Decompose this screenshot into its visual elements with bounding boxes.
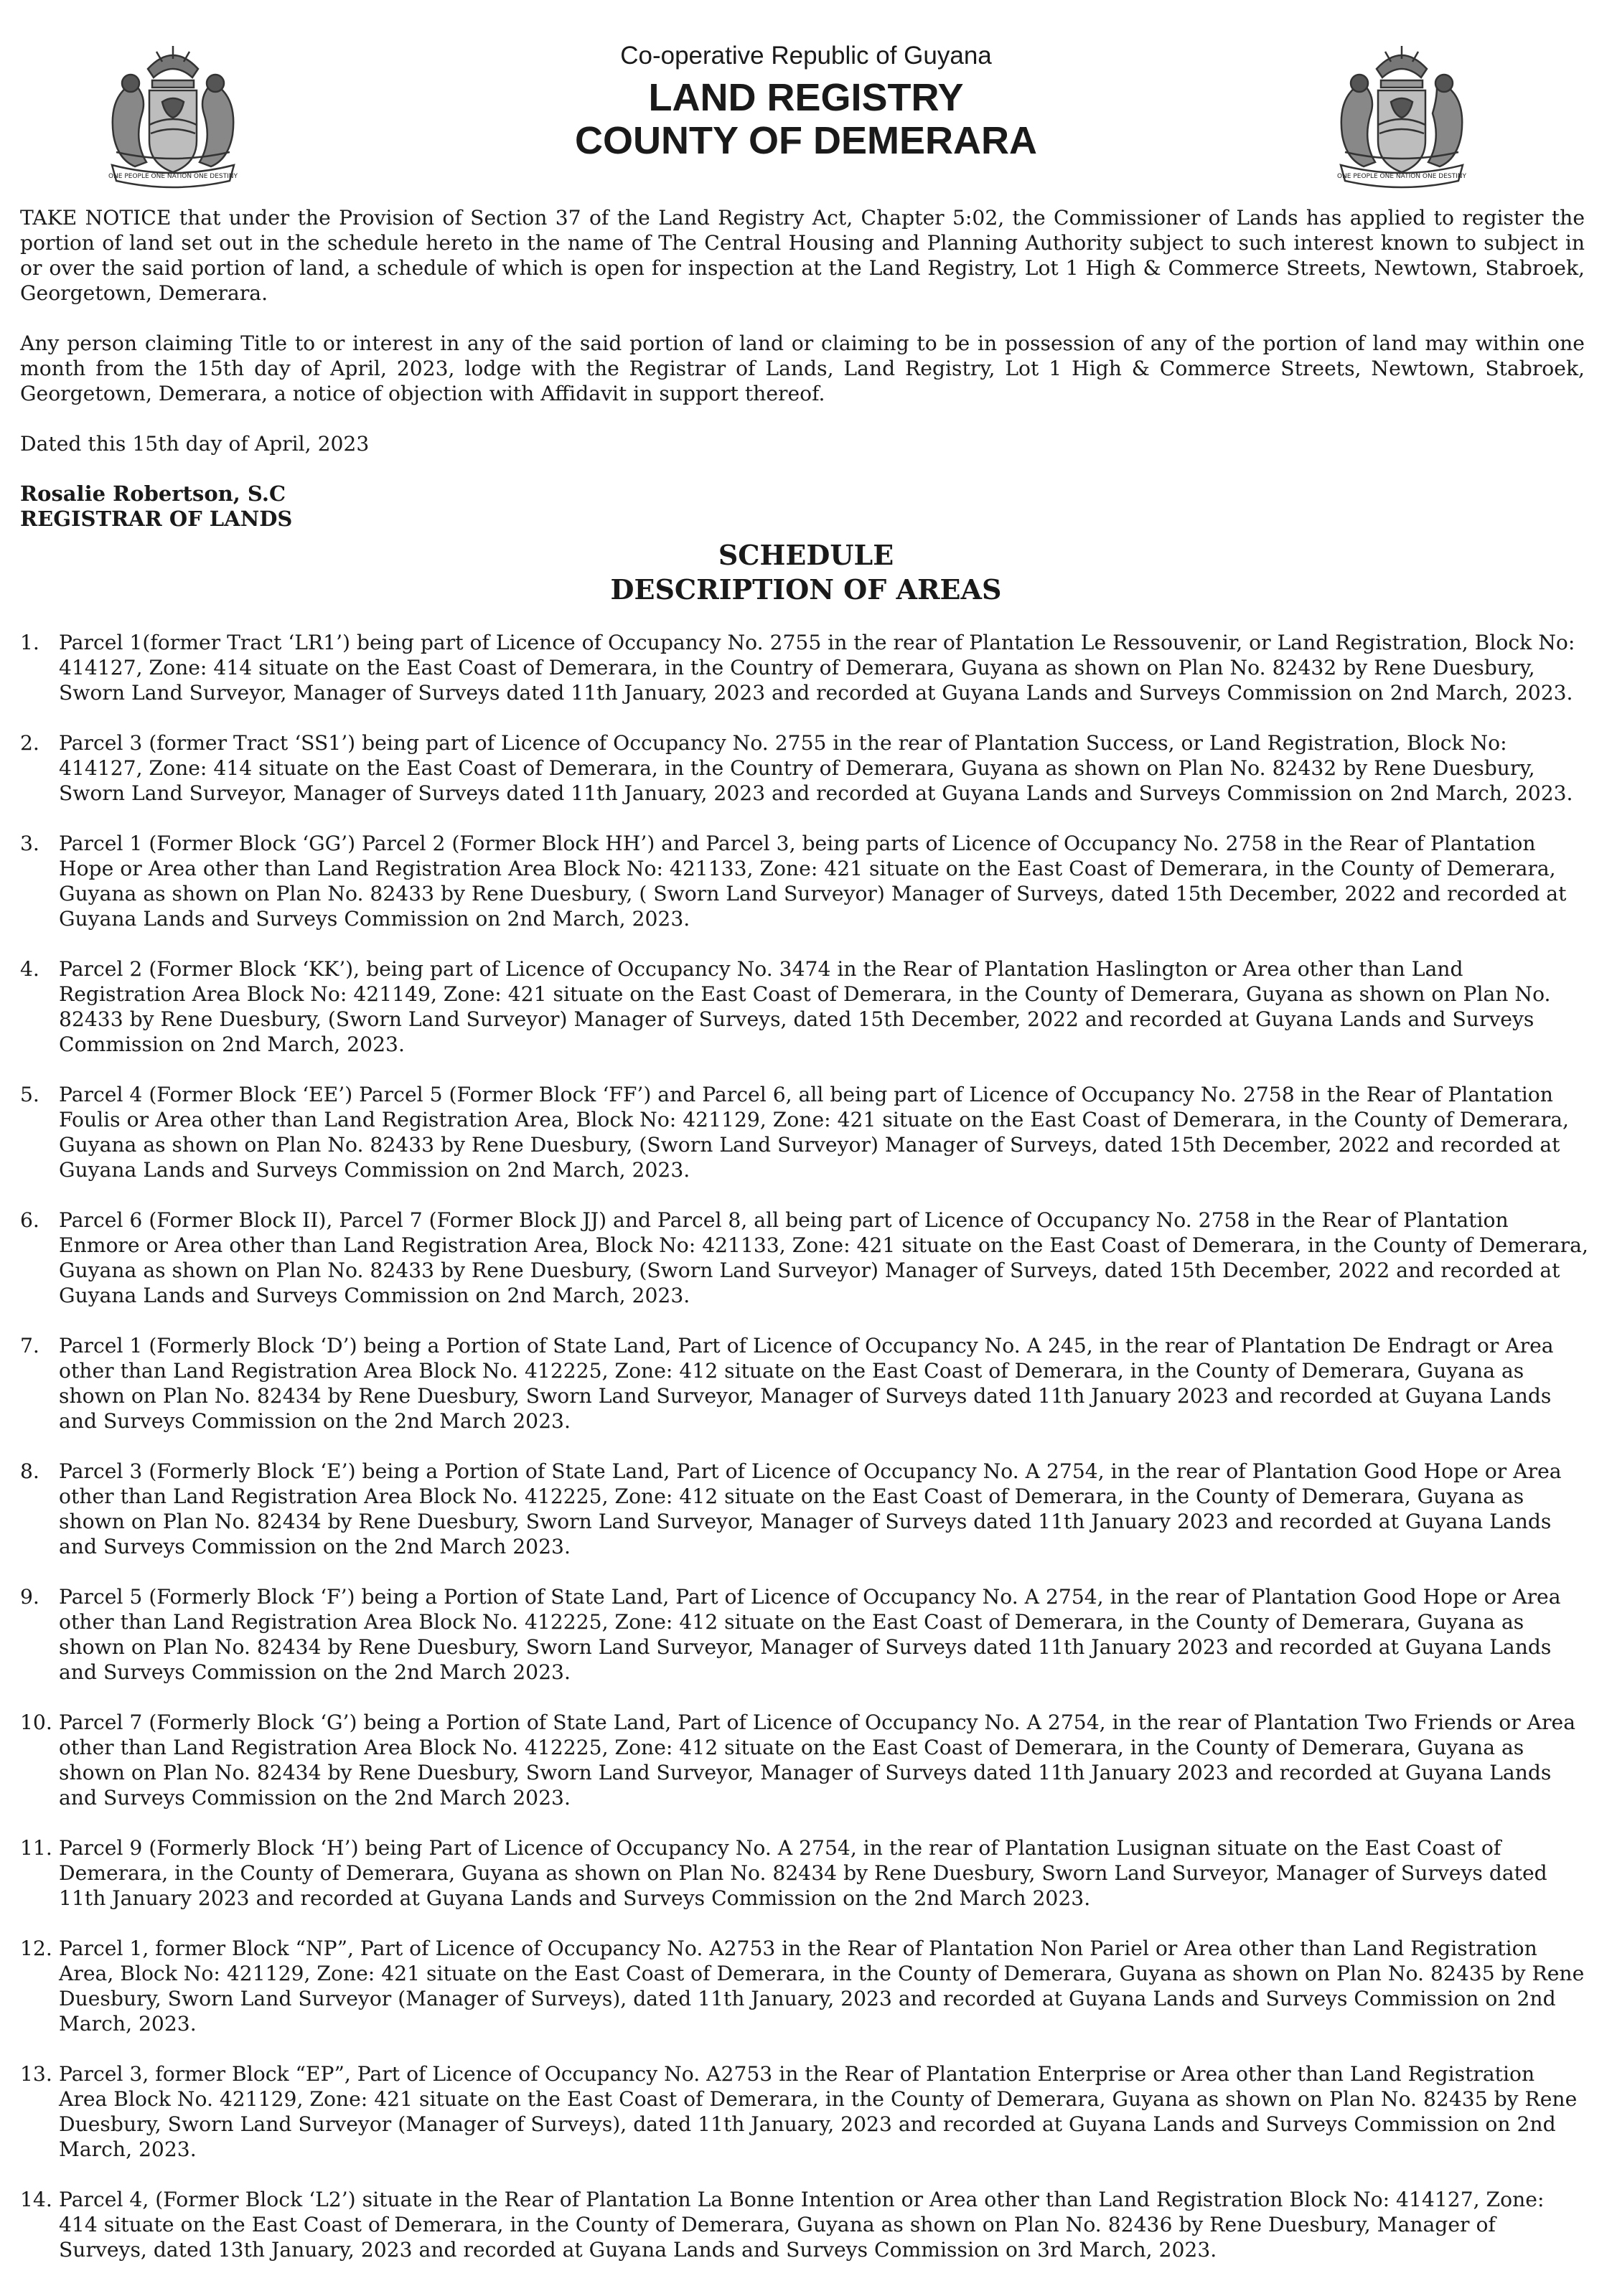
list-item xyxy=(20,2187,1588,2262)
item-text: Parcel 1 (Former Block ‘GG’) Parcel 2 (Former Block HH’) and Parcel 3, being parts of Licence of Occupancy No. 2758 in the Rear of Plantation Hope or Area other than Land Registration Area Block No: 421133, Zone: 421 situate on the East Coast of Demerara, in the County of Demerara, Guyana as shown on Plan No. 82433 by Rene Duesbury, ( Sworn Land Surveyor) Manager of Surveys, dated 15th December, 2022 and recorded at Guyana Lands and Surveys Commission on 2nd March, 2023. xyxy=(59,832,1567,931)
list-item xyxy=(20,1584,1588,1685)
item-text: Parcel 7 (Formerly Block ‘G’) being a Portion of State Land, Part of Licence of Occupancy No. A 2754, in the rear of Plantation Two Friends or Area other than Land Registration Area Block No. 412225, Zone: 412 situate on the East Coast of Demerara, in the County of Demerara, Guyana as shown on Plan No. 82434 by Rene Duesbury, Sworn Land Surveyor, Manager of Surveys dated 11th January 2023 and recorded at Guyana Lands and Surveys Commission on the 2nd March 2023. xyxy=(59,1711,1575,1810)
item-text: Parcel 1 (Formerly Block ‘D’) being a Portion of State Land, Part of Licence of Occupancy No. A 245, in the rear of Plantation De Endragt or Area other than Land Registration Area Block No. 412225, Zone: 412 situate on the East Coast of Demerara, in the County of Demerara, Guyana as shown on Plan No. 82434 by Rene Duesbury, Sworn Land Surveyor, Manager of Surveys dated 11th January 2023 and recorded at Guyana Lands and Surveys Commission on the 2nd March 2023. xyxy=(59,1334,1554,1433)
item-text: Parcel 3, former Block “EP”, Part of Licence of Occupancy No. A2753 in the Rear of Plantation Enterprise or Area other than Land Registration Area Block No. 421129, Zone: 421 situate on the East Coast of Demerara, in the County of Demerara, Guyana as shown on Plan No. 82435 by Rene Duesbury, Sworn Land Surveyor (Manager of Surveys), dated 11th January, 2023 and recorded at Guyana Lands and Surveys Commission on 2nd March, 2023. xyxy=(59,2062,1578,2161)
item-text: Parcel 2 (Former Block ‘KK’), being part of Licence of Occupancy No. 3474 in the Rear of Plantation Haslington or Area other than Land Registration Area Block No: 421149, Zone: 421 situate on the East Coast of Demerara, in the County of Demerara, Guyana as shown on Plan No. 82433 by Rene Duesbury, (Sworn Land Surveyor) Manager of Surveys, dated 15th December, 2022 and recorded at Guyana Lands and Surveys Commission on 2nd March, 2023. xyxy=(59,957,1551,1056)
list-item xyxy=(20,1459,1588,1559)
list-item xyxy=(20,956,1588,1057)
signer-name: Rosalie Robertson, S.C xyxy=(20,481,286,506)
notice-paragraph: Any person claiming Title to or interest in any of the said portion of land or claiming to be in possession of any of the portion of land may within one month from the 15th day of April, 2023, lodge with the Registrar of Lands, Land Registry, Lot 1 High & Commerce Streets, Newtown, Stabroek, Georgetown, Demerara, a notice of objection with Affidavit in support thereof. xyxy=(20,331,1585,405)
list-item xyxy=(20,1082,1588,1182)
item-number: 11. xyxy=(20,1836,52,1860)
item-text: Parcel 1(former Tract ‘LR1’) being part of Licence of Occupancy No. 2755 in the rear of Plantation Le Ressouvenir, or Land Registration, Block No: 414127, Zone: 414 situate on the East Coast of Demerara, in the Country of Demerara, Guyana as shown on Plan No. 82432 by Rene Duesbury, Sworn Land Surveyor, Manager of Surveys dated 11th January, 2023 and recorded at Guyana Lands and Surveys Commission on 2nd March, 2023. xyxy=(59,631,1575,705)
item-number: 3. xyxy=(20,832,39,855)
item-number: 9. xyxy=(20,1585,39,1609)
item-number: 4. xyxy=(20,957,39,981)
county-title: COUNTY OF DEMERARA xyxy=(574,119,1038,162)
item-number: 6. xyxy=(20,1208,39,1232)
item-text: Parcel 9 (Formerly Block ‘H’) being Part of Licence of Occupancy No. A 2754, in the rear of Plantation Lusignan situate on the East Coast of Demerara, in the County of Demerara, Guyana as shown on Plan No. 82434 by Rene Duesbury, Sworn Land Surveyor, Manager of Surveys dated 11th January 2023 and recorded at Guyana Lands and Surveys Commission on the 2nd March 2023. xyxy=(59,1836,1547,1910)
item-text: Parcel 3 (Formerly Block ‘E’) being a Portion of State Land, Part of Licence of Occupancy No. A 2754, in the rear of Plantation Good Hope or Area other than Land Registration Area Block No. 412225, Zone: 412 situate on the East Coast of Demerara, in the County of Demerara, Guyana as shown on Plan No. 82434 by Rene Duesbury, Sworn Land Surveyor, Manager of Surveys dated 11th January 2023 and recorded at Guyana Lands and Surveys Commission on the 2nd March 2023. xyxy=(59,1459,1562,1558)
item-text: Parcel 6 (Former Block II), Parcel 7 (Former Block JJ) and Parcel 8, all being part of Licence of Occupancy No. 2758 in the Rear of Plantation Enmore or Area other than Land Registration Area, Block No: 421133, Zone: 421 situate on the East Coast of Demerara, in the County of Demerara, Guyana as shown on Plan No. 82433 by Rene Duesbury, (Sworn Land Surveyor) Manager of Surveys, dated 15th December, 2022 and recorded at Guyana Lands and Surveys Commission on 2nd March, 2023. xyxy=(59,1208,1588,1307)
item-number: 5. xyxy=(20,1083,39,1106)
registry-title: LAND REGISTRY xyxy=(648,76,964,119)
list-item xyxy=(20,730,1588,806)
signer-title: REGISTRAR OF LANDS xyxy=(20,507,293,531)
list-item xyxy=(20,630,1588,705)
schedule-title: SCHEDULE xyxy=(718,539,894,571)
item-number: 8. xyxy=(20,1459,39,1483)
list-item xyxy=(20,1936,1588,2036)
crest-motto-text: ONE PEOPLE ONE NATION ONE DESTINY xyxy=(1336,173,1467,180)
item-number: 13. xyxy=(20,2062,52,2086)
item-number: 1. xyxy=(20,631,39,654)
republic-name: Co-operative Republic of Guyana xyxy=(620,42,992,70)
item-text: Parcel 1, former Block “NP”, Part of Licence of Occupancy No. A2753 in the Rear of Plantation Non Pariel or Area other than Land Registration Area, Block No: 421129, Zone: 421 situate on the East Coast of Demerara, in the County of Demerara, Guyana as shown on Plan No. 82435 by Rene Duesbury, Sworn Land Surveyor (Manager of Surveys), dated 11th January, 2023 and recorded at Guyana Lands and Surveys Commission on 2nd March, 2023. xyxy=(59,1937,1585,2036)
list-item xyxy=(20,1835,1588,1911)
item-number: 2. xyxy=(20,731,39,755)
item-text: Parcel 5 (Formerly Block ‘F’) being a Portion of State Land, Part of Licence of Occupancy No. A 2754, in the rear of Plantation Good Hope or Area other than Land Registration Area Block No. 412225, Zone: 412 situate on the East Coast of Demerara, in the County of Demerara, Guyana as shown on Plan No. 82434 by Rene Duesbury, Sworn Land Surveyor, Manager of Surveys dated 11th January 2023 and recorded at Guyana Lands and Surveys Commission on the 2nd March 2023. xyxy=(59,1585,1561,1684)
list-item xyxy=(20,1333,1588,1434)
notice-header xyxy=(0,40,1612,162)
notice-paragraph: TAKE NOTICE that under the Provision of Section 37 of the Land Registry Act, Chapter 5:02, the Commissioner of Lands has applied to register the portion of land set out in the schedule hereto in the name of The Central Housing and Planning Authority subject to such interest known to subject in or over the said portion of land, a schedule of which is open for inspection at the Land Registry, Lot 1 High & Commerce Streets, Newtown, Stabroek, Georgetown, Demerara. xyxy=(20,206,1585,305)
item-text: Parcel 4, (Former Block ‘L2’) situate in the Rear of Plantation La Bonne Intention or Area other than Land Registration Block No: 414127, Zone: 414 situate on the East Coast of Demerara, in the County of Demerara, Guyana as shown on Plan No. 82436 by Rene Duesbury, Manager of Surveys, dated 13th January, 2023 and recorded at Guyana Lands and Surveys Commission on 3rd March, 2023. xyxy=(59,2188,1545,2262)
item-number: 7. xyxy=(20,1334,39,1358)
item-number: 14. xyxy=(20,2188,52,2211)
item-number: 10. xyxy=(20,1711,52,1734)
item-text: Parcel 4 (Former Block ‘EE’) Parcel 5 (Former Block ‘FF’) and Parcel 6, all being part of Licence of Occupancy No. 2758 in the Rear of Plantation Foulis or Area other than Land Registration Area, Block No: 421129, Zone: 421 situate on the East Coast of Demerara, in the County of Demerara, Guyana as shown on Plan No. 82433 by Rene Duesbury, (Sworn Land Surveyor) Manager of Surveys, dated 15th December, 2022 and recorded at Guyana Lands and Surveys Commission on 2nd March, 2023. xyxy=(59,1083,1569,1182)
schedule-subtitle: DESCRIPTION OF AREAS xyxy=(610,573,1002,606)
schedule-heading xyxy=(0,538,1612,607)
list-item xyxy=(20,1710,1588,1810)
list-item xyxy=(20,1208,1588,1308)
list-item xyxy=(20,2061,1588,2162)
item-number: 12. xyxy=(20,1937,52,1960)
crest-motto-text: ONE PEOPLE ONE NATION ONE DESTINY xyxy=(108,173,238,180)
dated-line: Dated this 15th day of April, 2023 xyxy=(20,432,370,456)
item-text: Parcel 3 (former Tract ‘SS1’) being part of Licence of Occupancy No. 2755 in the rear of Plantation Success, or Land Registration, Block No: 414127, Zone: 414 situate on the East Coast of Demerara, in the Country of Demerara, Guyana as shown on Plan No. 82432 by Rene Duesbury, Sworn Land Surveyor, Manager of Surveys dated 11th January, 2023 and recorded at Guyana Lands and Surveys Commission on 2nd March, 2023. xyxy=(59,731,1573,805)
schedule-list xyxy=(20,630,1588,2287)
notice-body xyxy=(20,205,1585,532)
list-item xyxy=(20,831,1588,931)
